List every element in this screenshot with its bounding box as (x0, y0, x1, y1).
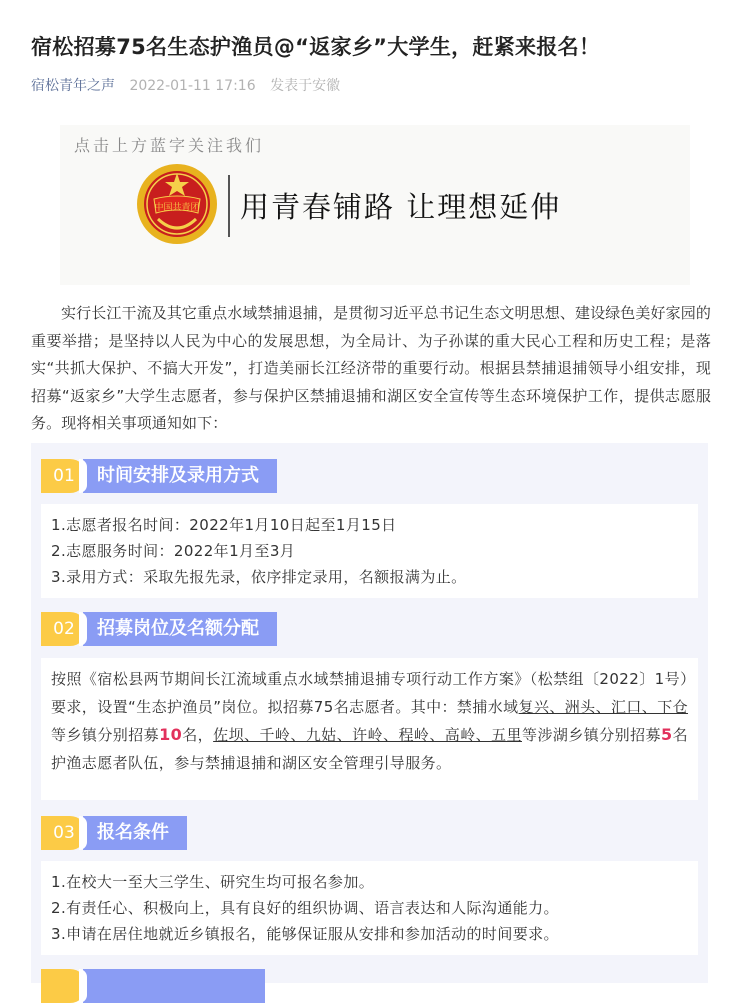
section-title: 报名条件 (83, 816, 187, 850)
section-number: 02 (41, 612, 87, 646)
quota-text: 名护渔志愿者队伍，参与禁捕退捕和湖区安全管理引导服务。 (51, 726, 688, 772)
list-item: 3.录用方式：采取先报先录，依序排定录用，名额报满为止。 (51, 568, 467, 586)
section-number: 03 (41, 816, 87, 850)
list-item: 2.有责任心、积极向上，具有良好的组织协调、语言表达和人际沟通能力。 (51, 899, 559, 917)
publish-date: 2022-01-11 17:16 (129, 78, 256, 94)
article-title: 宿松招募75名生态护渔员@“返家乡”大学生，赶紧来报名！ (31, 35, 601, 59)
banner-divider (228, 175, 230, 237)
quota-text: 按照《宿松县两节期间长江流域重点水域禁捕退捕专项行动工作方案》（松禁组〔2022〕1号）要求，设置“生态护渔员”岗位。拟招募75名志愿者。其中：禁捕水域 (51, 670, 688, 716)
banner-follow-hint: 点击上方蓝字关注我们 (74, 136, 265, 155)
quota-text: 等乡镇分别招募 (51, 726, 160, 744)
section-title: 时间安排及录用方式 (83, 459, 277, 493)
publish-location: 发表于安徽 (270, 78, 341, 94)
youth-league-emblem-icon (136, 163, 218, 245)
section-title: 招募岗位及名额分配 (83, 612, 277, 646)
lakeside-towns-list: 佐坝、千岭、九姑、许岭、程岭、高岭、五里 (213, 726, 522, 744)
banner-slogan: 用青春铺路 让理想延伸 (240, 190, 562, 224)
lake-towns-list: 复兴、洲头、汇口、下仓 (518, 698, 689, 716)
list-item: 1.志愿者报名时间：2022年1月10日起至1月15日 (51, 516, 397, 534)
quota-number-highlight: 10 (159, 725, 183, 744)
article-meta (31, 76, 340, 96)
header-banner-image (60, 125, 690, 285)
section-01-content (41, 504, 698, 598)
list-item: 2.志愿服务时间：2022年1月至3月 (51, 542, 296, 560)
notice-panel (31, 443, 708, 983)
author-link[interactable]: 宿松青年之声 (31, 78, 115, 94)
section-number: 01 (41, 459, 87, 493)
emblem-lettering: 中国共青团 (154, 203, 200, 213)
quota-text: 名， (182, 726, 214, 744)
section-02-content (41, 658, 698, 800)
quota-number-highlight: 5 (661, 725, 673, 744)
list-item: 1.在校大一至大三学生、研究生均可报名参加。 (51, 873, 375, 891)
quota-text: 等涉湖乡镇分别招募 (522, 726, 661, 744)
intro-paragraph: 实行长江干流及其它重点水域禁捕退捕，是贯彻习近平总书记生态文明思想、建设绿色美好家园的重要举措；是坚持以人民为中心的发展思想，为全局计、为子孙谋的重大民心工程和历史工程；是落实“共抓大保护、不搞大开发”，打造美丽长江经济带的重要行动。根据县禁捕退捕领导小组安排，现招募“返家乡”大学生志愿者，参与保护区禁捕退捕和湖区安全宣传等生态环境保护工作，提供志愿服务。现将相关事项通知如下： (31, 304, 711, 432)
list-item: 3.申请在居住地就近乡镇报名，能够保证服从安排和参加活动的时间要求。 (51, 925, 559, 943)
section-title-partial (83, 969, 265, 1003)
section-03-content (41, 861, 698, 955)
